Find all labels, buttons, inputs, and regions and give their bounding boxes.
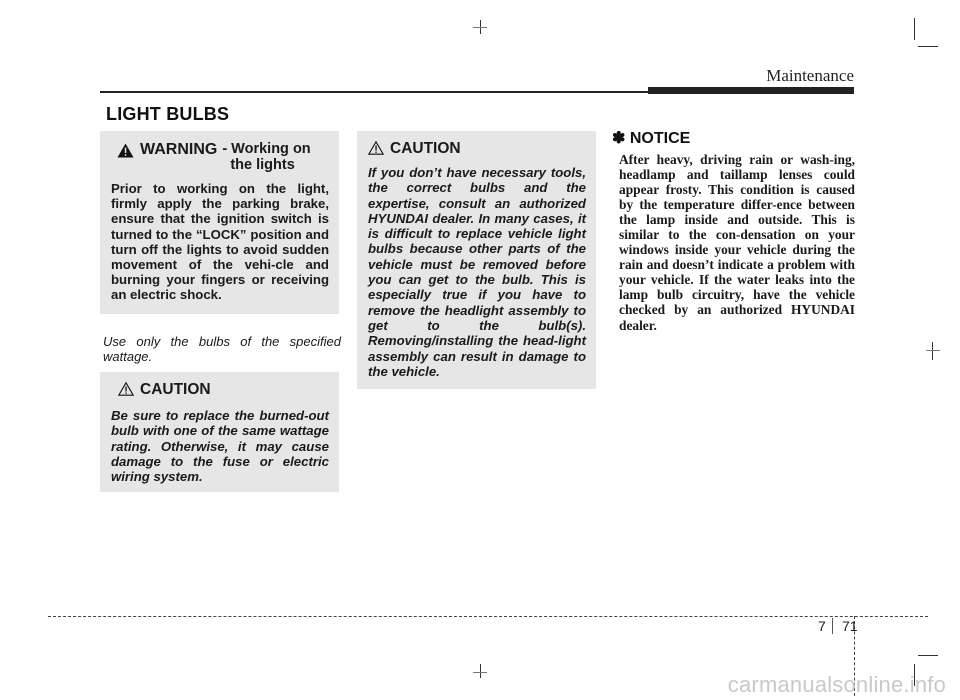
crop-mark-bottom-center-h [473,672,487,673]
section-title: LIGHT BULBS [106,104,230,124]
caution-left-header [111,381,329,401]
page-number-separator [832,618,834,634]
crop-mark-top-center-h [473,27,487,28]
watermark: carmanualsonline.info [727,672,946,697]
crop-mark-top-right-v [914,18,915,40]
chapter-number: 7 [818,618,826,634]
notice-symbol: ✽ [612,130,626,147]
warning-subtitle-line1: - Working on [222,141,311,157]
caution-left-body: Be sure to replace the burned-out bulb with one of the same wattage rating. Otherwise, it may cause damage to the fuse or electric wiring system. [111,408,329,485]
warning-body: Prior to working on the light, firmly apply the parking brake, ensure that the ignition switch is turned to the “LOCK” position and turn off the lights to avoid sudden movement of the vehi-cle and burning your fingers or receiving an electric shock. [111,181,329,303]
page-header-title: Maintenance [766,66,854,85]
warning-subtitle-line2: the lights [230,157,295,173]
caution-middle-header [368,140,586,160]
crop-mark-right-center-h [926,350,940,351]
lead-paragraph: Use only the bulbs of the specified wattage. [103,334,341,364]
caution-middle-body: If you don’t have necessary tools, the correct bulbs and the expertise, consult an authorized HYUNDAI dealer. In many cases, it is difficult to replace vehicle light bulbs because other parts of the vehicle must be removed before you can get to the bulb. This is especially true if you have to remove the headlight assembly to get to the bulb(s). Removing/installing the head-light assembly can result in damage to the vehicle. [368,165,586,379]
notice-label: NOTICE [629,130,691,147]
header-rule-thin [100,91,648,93]
caution-box-middle [357,131,596,389]
warning-triangle-icon [117,143,134,163]
page-number-value: 71 [842,618,858,634]
caution-left-label: CAUTION [140,381,211,398]
crop-mark-bottom-right-h [918,655,938,656]
notice-title [612,128,690,148]
warning-box-header [111,141,329,173]
notice-body: After heavy, driving rain or wash-ing, headlamp and taillamp lenses could appear frosty. This condition is caused by the temperature differ-ence between the lamp inside and outside. This is similar to the con-densation on your windows inside your vehicle during the rain and doesn’t indicate a problem with your vehicle. If the water leaks into the lamp bulb circuitry, have the vehicle checked by an authorized HYUNDAI dealer. [619,152,855,333]
crop-mark-top-right-h [918,46,938,47]
crop-mark-bottom-center-v [480,664,481,678]
warning-label: WARNING [140,141,218,158]
caution-box-left [100,372,339,492]
warning-box [100,131,339,314]
footer-dashed-rule [48,616,928,617]
caution-middle-label: CAUTION [390,140,461,157]
header-rule-thick [648,87,854,94]
caution-triangle-icon [368,141,384,160]
crop-mark-right-center-v [932,342,933,360]
caution-triangle-icon [118,382,134,401]
